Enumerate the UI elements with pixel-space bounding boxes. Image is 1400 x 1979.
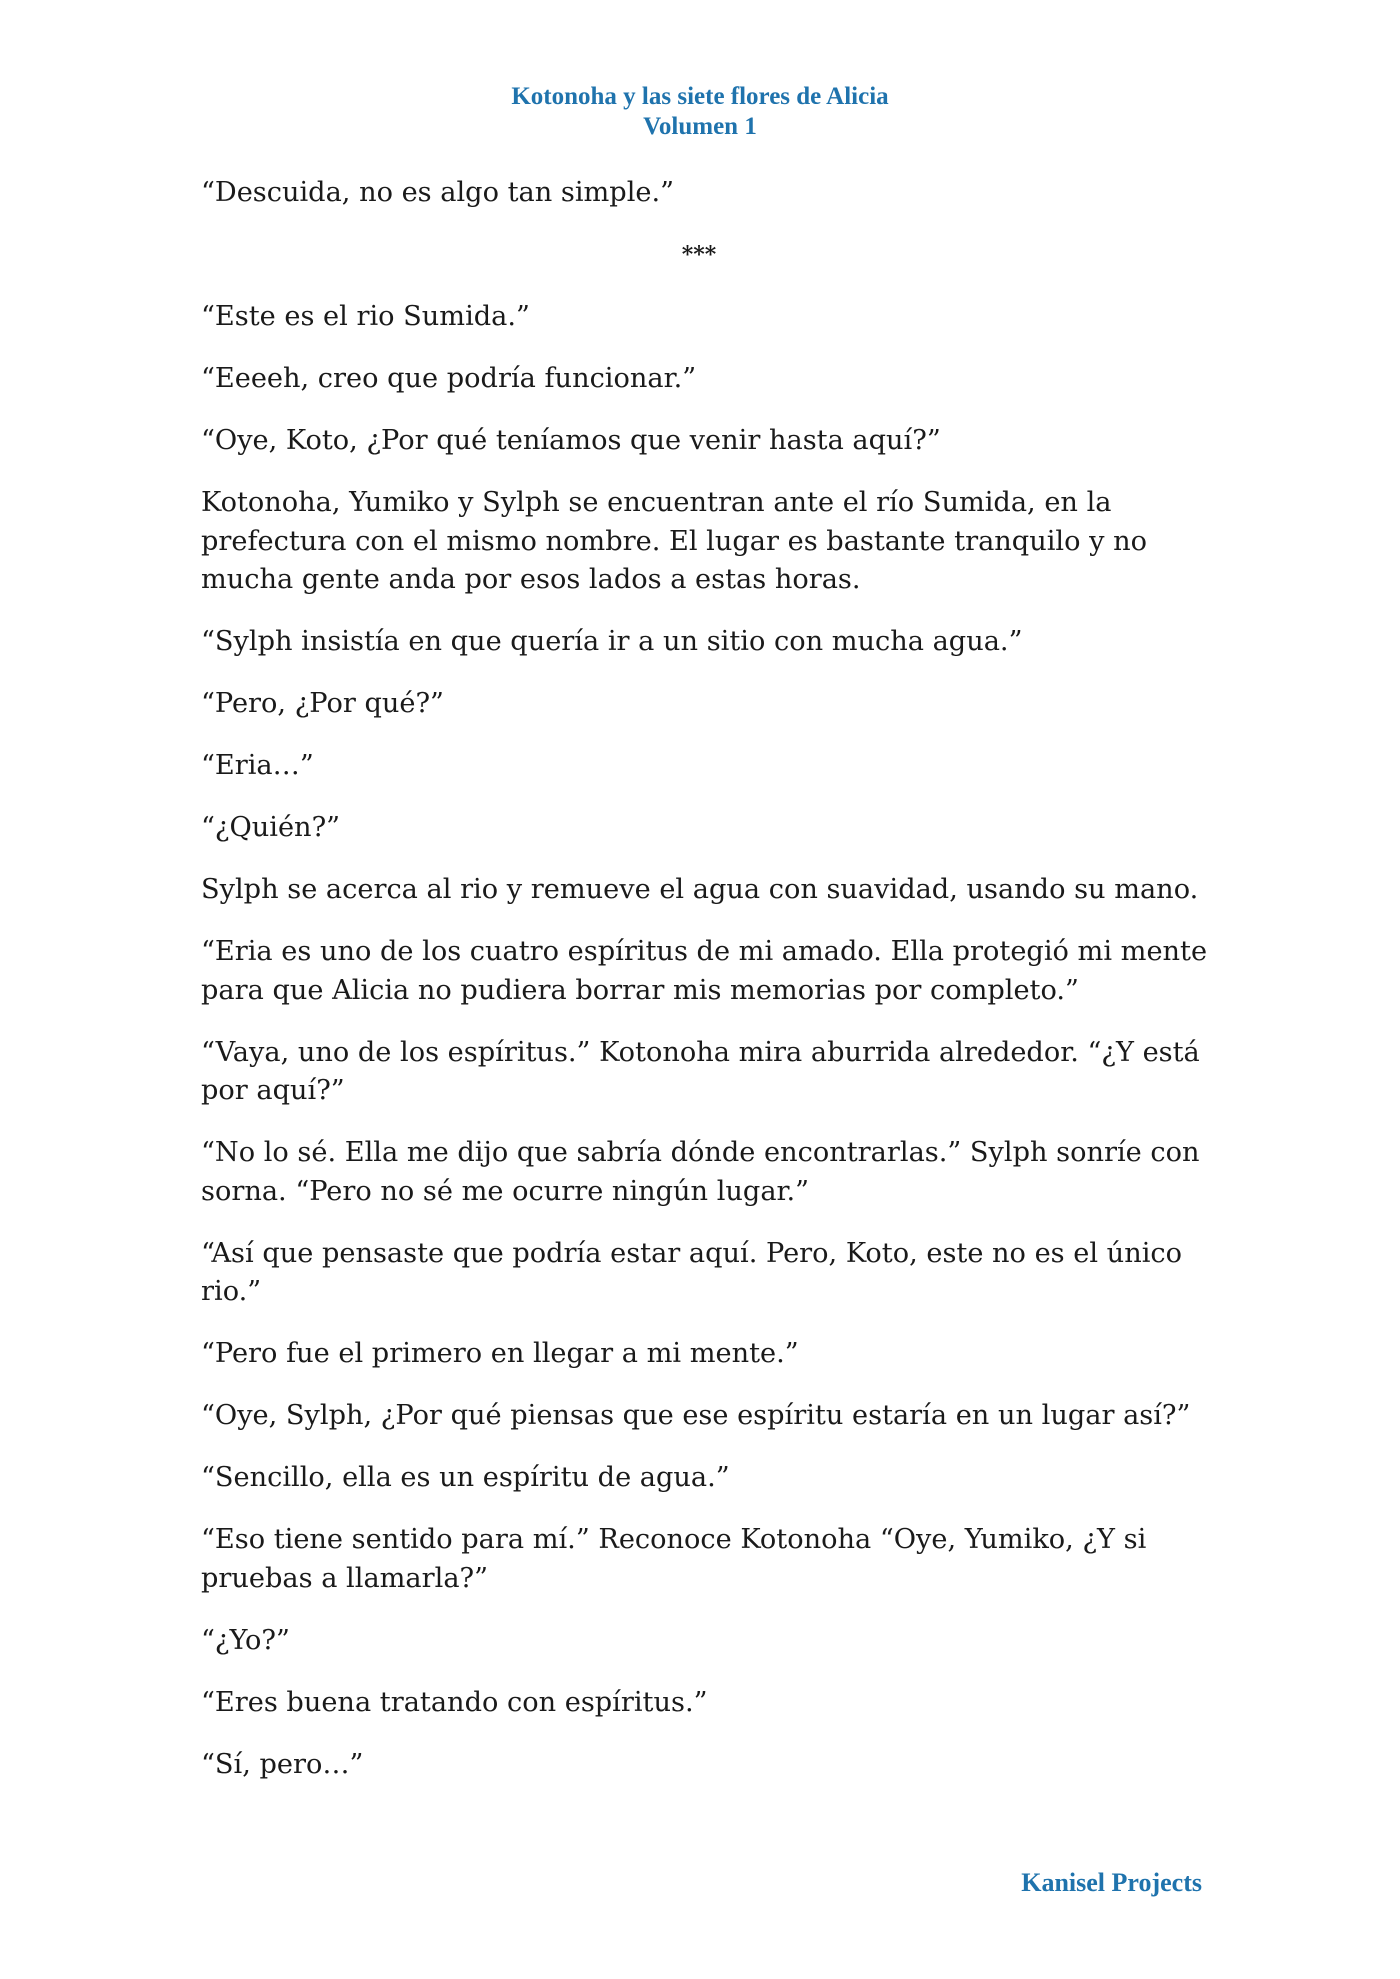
paragraph: “Eria es uno de los cuatro espíritus de mi amado. Ella protegió mi mente para que Alicia no pudiera borrar mis memorias por completo.” — [201, 936, 1208, 1006]
volume-label: Volumen 1 — [643, 113, 757, 140]
book-title: Kotonoha y las siete flores de Alicia — [511, 83, 889, 110]
paragraph: “Vaya, uno de los espíritus.” Kotonoha mira aburrida alrededor. “¿Y está por aquí?” — [201, 1036, 1200, 1106]
paragraph: “Eso tiene sentido para mí.” Reconoce Kotonoha “Oye, Yumiko, ¿Y si pruebas a llamarla?” — [201, 1524, 1147, 1594]
paragraph: “Pero fue el primero en llegar a mi mente.” — [201, 1338, 799, 1369]
paragraph: “Este es el rio Sumida.” — [201, 301, 530, 332]
paragraph: Sylph se acerca al rio y remueve el agua con suavidad, usando su mano. — [201, 874, 1199, 905]
paragraph: “Eria…” — [201, 750, 314, 781]
paragraph: “Pero, ¿Por qué?” — [201, 688, 444, 719]
paragraph: “Eeeeh, creo que podría funcionar.” — [201, 363, 697, 394]
paragraph: “Así que pensaste que podría estar aquí. Pero, Koto, este no es el único rio.” — [201, 1237, 1182, 1307]
paragraph: Kotonoha, Yumiko y Sylph se encuentran ante el río Sumida, en la prefectura con el mismo nombre. El lugar es bastante tranquilo y no mucha gente anda por esos lados a estas horas. — [201, 487, 1148, 595]
body-text — [201, 174, 1211, 1808]
paragraph: “Sylph insistía en que quería ir a un sitio con mucha agua.” — [201, 626, 1023, 657]
paragraph: “No lo sé. Ella me dijo que sabría dónde encontrarlas.” Sylph sonríe con sorna. “Pero no sé me ocurre ningún lugar.” — [201, 1137, 1200, 1207]
scene-separator: *** — [681, 242, 717, 268]
paragraph: “Eres buena tratando con espíritus.” — [201, 1686, 708, 1718]
paragraph: “¿Yo?” — [201, 1624, 290, 1656]
paragraph: “Sencillo, ella es un espíritu de agua.” — [201, 1462, 730, 1493]
paragraph: “Sí, pero…” — [201, 1748, 364, 1780]
paragraph: “¿Quién?” — [201, 812, 341, 843]
page-footer: Kanisel Projects — [1021, 1868, 1202, 1897]
paragraph: “Oye, Koto, ¿Por qué teníamos que venir hasta aquí?” — [201, 425, 941, 456]
paragraph: “Oye, Sylph, ¿Por qué piensas que ese espíritu estaría en un lugar así?” — [201, 1400, 1191, 1431]
page-header — [0, 82, 1400, 142]
paragraph: “Descuida, no es algo tan simple.” — [201, 177, 675, 208]
